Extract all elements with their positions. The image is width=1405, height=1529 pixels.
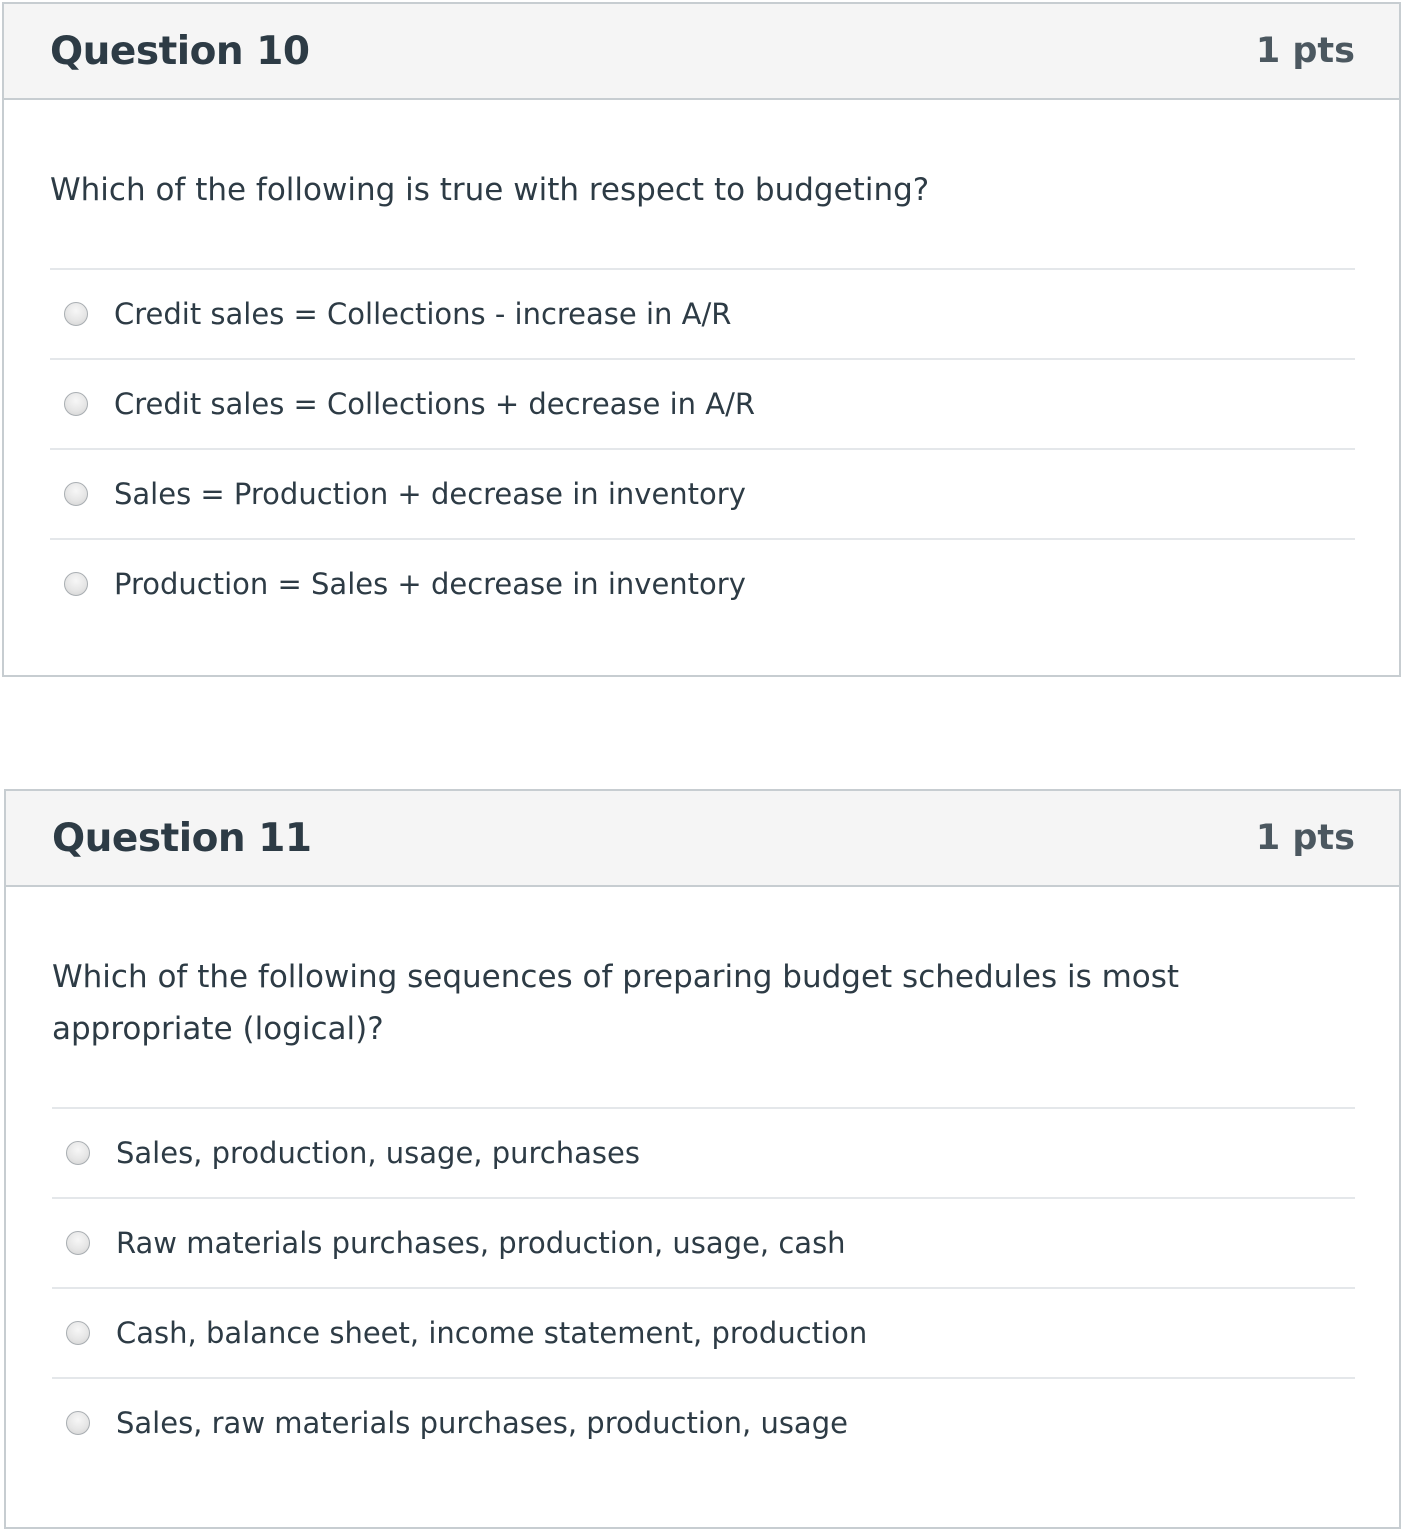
answer-option[interactable] [52,1379,1355,1467]
radio-button[interactable] [64,302,88,326]
answer-option[interactable] [50,540,1355,628]
answer-label[interactable]: Sales, raw materials purchases, production, usage [116,1406,848,1440]
answer-option[interactable] [52,1109,1355,1199]
answer-label[interactable]: Raw materials purchases, production, usage, cash [116,1226,846,1260]
question-card [4,789,1401,1529]
radio-button[interactable] [64,392,88,416]
question-card [2,2,1401,677]
answer-label[interactable]: Cash, balance sheet, income statement, production [116,1316,868,1350]
question-header [4,4,1399,100]
question-points: 1 pts [1255,818,1355,858]
answer-label[interactable]: Credit sales = Collections + decrease in A/R [114,387,756,421]
answer-list [52,1107,1355,1467]
question-text: Which of the following sequences of preparing budget schedules is most appropriate (logical)? [52,959,1180,1047]
answer-option[interactable] [50,450,1355,540]
answer-option[interactable] [50,360,1355,450]
radio-button[interactable] [64,572,88,596]
answer-label[interactable]: Production = Sales + decrease in inventory [114,567,746,601]
radio-button[interactable] [64,482,88,506]
question-body [4,100,1399,628]
question-points: 1 pts [1255,31,1355,71]
answer-label[interactable]: Sales, production, usage, purchases [116,1136,640,1170]
question-body [6,887,1399,1467]
question-title: Question 10 [50,28,310,74]
radio-button[interactable] [66,1141,90,1165]
answer-label[interactable]: Credit sales = Collections - increase in A/R [114,297,732,331]
question-title: Question 11 [52,815,312,861]
answer-label[interactable]: Sales = Production + decrease in inventory [114,477,746,511]
radio-button[interactable] [66,1411,90,1435]
radio-button[interactable] [66,1321,90,1345]
answer-option[interactable] [52,1289,1355,1379]
answer-list [50,268,1355,628]
question-text: Which of the following is true with respect to budgeting? [50,172,930,208]
answer-option[interactable] [52,1199,1355,1289]
question-header [6,791,1399,887]
radio-button[interactable] [66,1231,90,1255]
answer-option[interactable] [50,270,1355,360]
